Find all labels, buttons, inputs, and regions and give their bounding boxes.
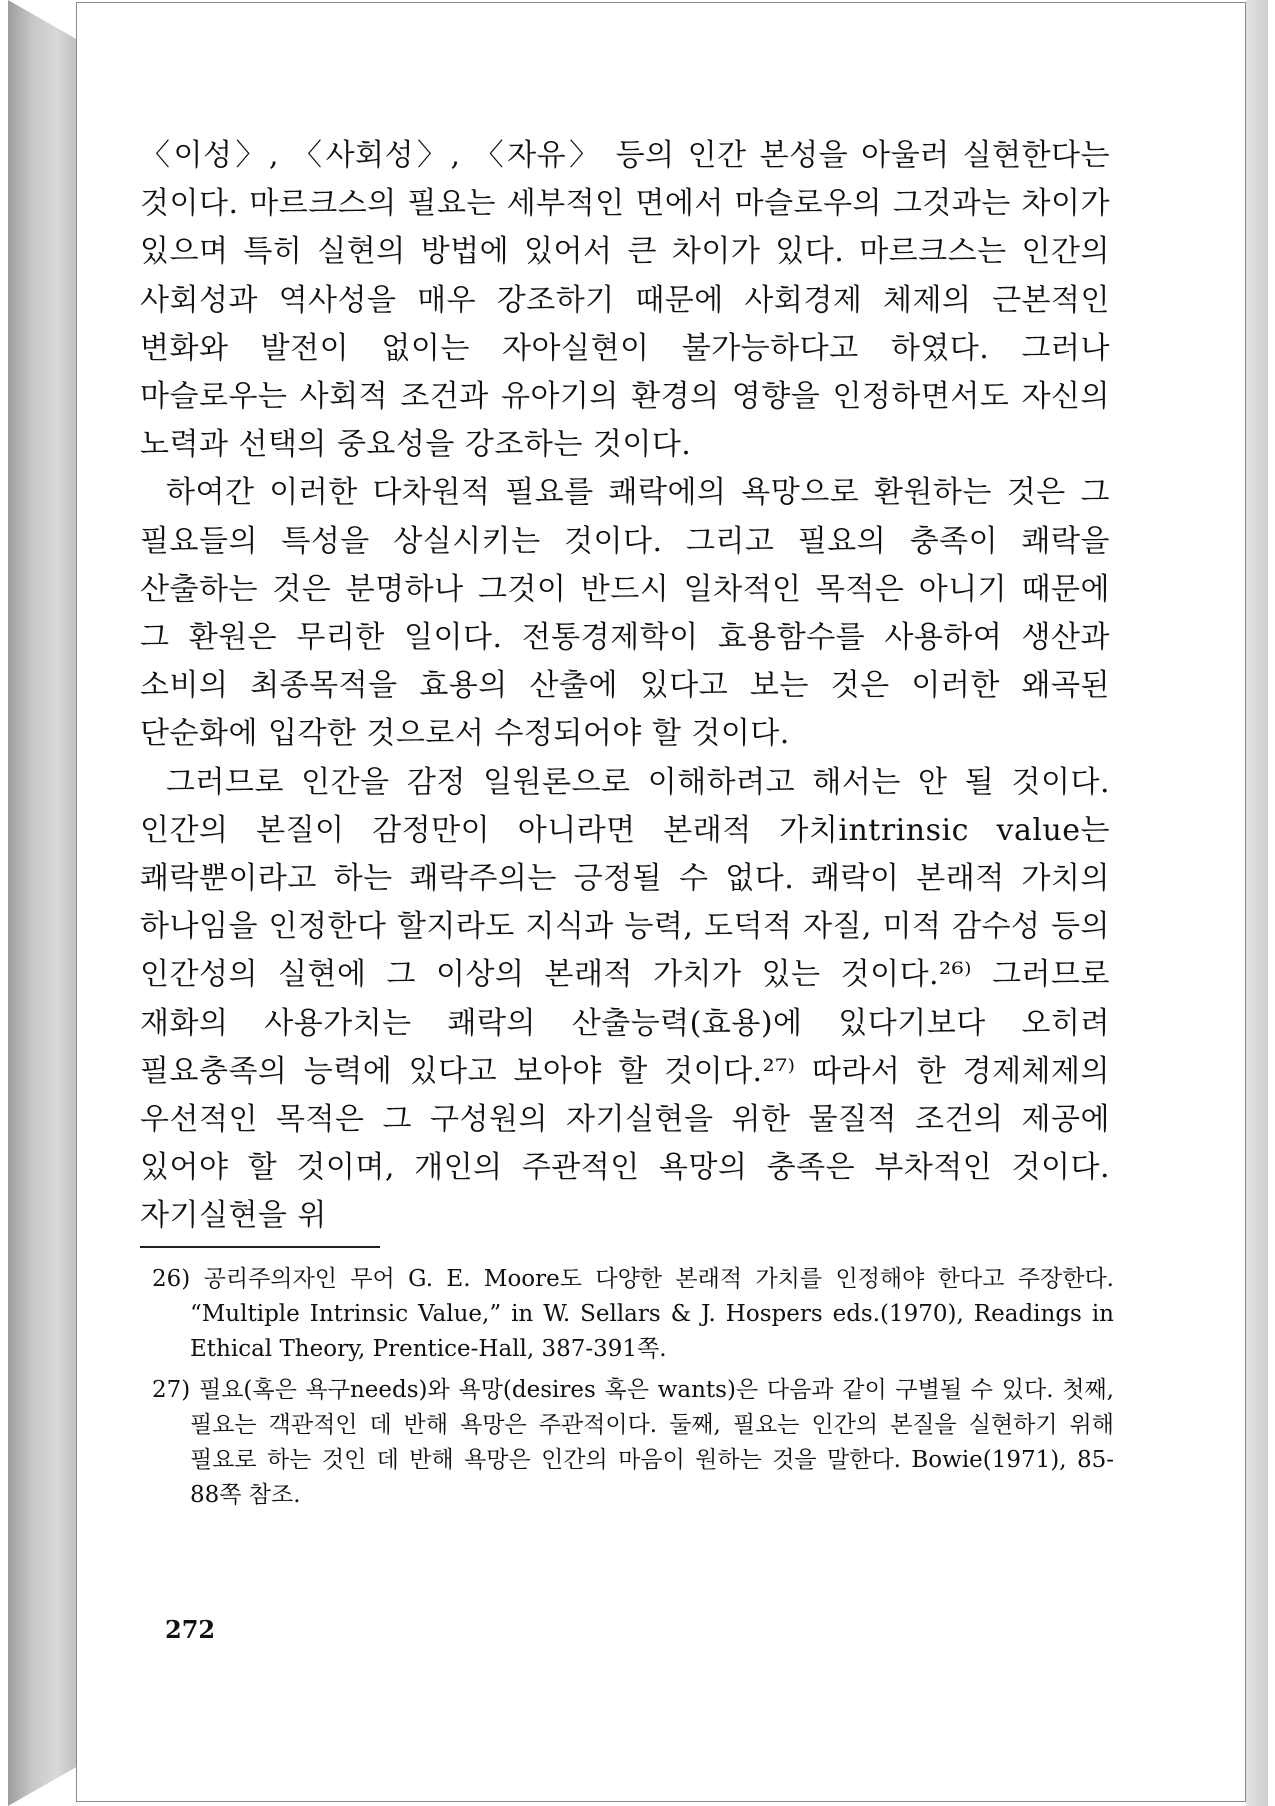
paragraph: 그러므로 인간을 감정 일원론으로 이해하려고 해서는 안 될 것이다. 인간의 본질이 감정만이 아니라면 본래적 가치intrinsic value는 쾌락뿐이라고 하는 쾌락주의는 긍정될 수 없다. 쾌락이 본래적 가치의 하나임을 인정한다 할지라도 지식과 능력, 도덕적 자질, 미적 감수성 등의 인간성의 실현에 그 이상의 본래적 가치가 있는 것이다.²⁶⁾ 그러므로 재화의 사용가치는 쾌락의 산출능력(효용)에 있다기보다 오히려 필요충족의 능력에 있다고 보아야 할 것이다.²⁷⁾ 따라서 한 경제체제의 우선적인 목적은 그 구성원의 자기실현을 위한 물질적 조건의 제공에 있어야 할 것이며, 개인의 주관적인 욕망의 충족은 부차적인 것이다. 자기실현을 위 bbox=[140, 764, 1110, 1234]
footnote: 27) 필요(혹은 욕구needs)와 욕망(desires 혹은 wants)은 다음과 같이 구별될 수 있다. 첫째, 필요는 객관적인 데 반해 욕망은 주관적이다. 둘째, 필요는 인간의 본질을 실현하기 위해 필요로 하는 것인 데 반해 욕망은 인간의 마음이 원하는 것을 말한다. Bowie(1971), 85-88쪽 참조. bbox=[152, 1377, 1114, 1508]
footnotes bbox=[152, 1262, 1114, 1519]
spine-top-corner bbox=[8, 0, 78, 40]
spine-bottom-corner bbox=[8, 1766, 78, 1806]
footnote: 26) 공리주의자인 무어 G. E. Moore도 다양한 본래적 가치를 인정해야 한다고 주장한다. “Multiple Intrinsic Value,” in W. Sellars & J. Hospers eds.(1970), Readings in Ethical Theory, Prentice-Hall, 387-391쪽. bbox=[152, 1266, 1114, 1362]
book-spine bbox=[8, 0, 78, 1806]
page-number: 272 bbox=[165, 1615, 216, 1644]
page-edge bbox=[1246, 0, 1268, 1806]
paragraph: 하여간 이러한 다차원적 필요를 쾌락에의 욕망으로 환원하는 것은 그 필요들의 특성을 상실시키는 것이다. 그리고 필요의 충족이 쾌락을 산출하는 것은 분명하나 그것이 반드시 일차적인 목적은 아니기 때문에 그 환원은 무리한 일이다. 전통경제학이 효용함수를 사용하여 생산과 소비의 최종목적을 효용의 산출에 있다고 보는 것은 이러한 왜곡된 단순화에 입각한 것으로서 수정되어야 할 것이다. bbox=[140, 475, 1110, 752]
paragraph: 〈이성〉, 〈사회성〉, 〈자유〉 등의 인간 본성을 아울러 실현한다는 것이다. 마르크스의 필요는 세부적인 면에서 마슬로우의 그것과는 차이가 있으며 특히 실현의 방법에 있어서 큰 차이가 있다. 마르크스는 인간의 사회성과 역사성을 매우 강조하기 때문에 사회경제 체제의 근본적인 변화와 발전이 없이는 자아실현이 불가능하다고 하였다. 그러나 마슬로우는 사회적 조건과 유아기의 환경의 영향을 인정하면서도 자신의 노력과 선택의 중요성을 강조하는 것이다. bbox=[140, 138, 1110, 463]
body-text bbox=[140, 132, 1110, 1241]
footnote-divider bbox=[140, 1246, 380, 1248]
